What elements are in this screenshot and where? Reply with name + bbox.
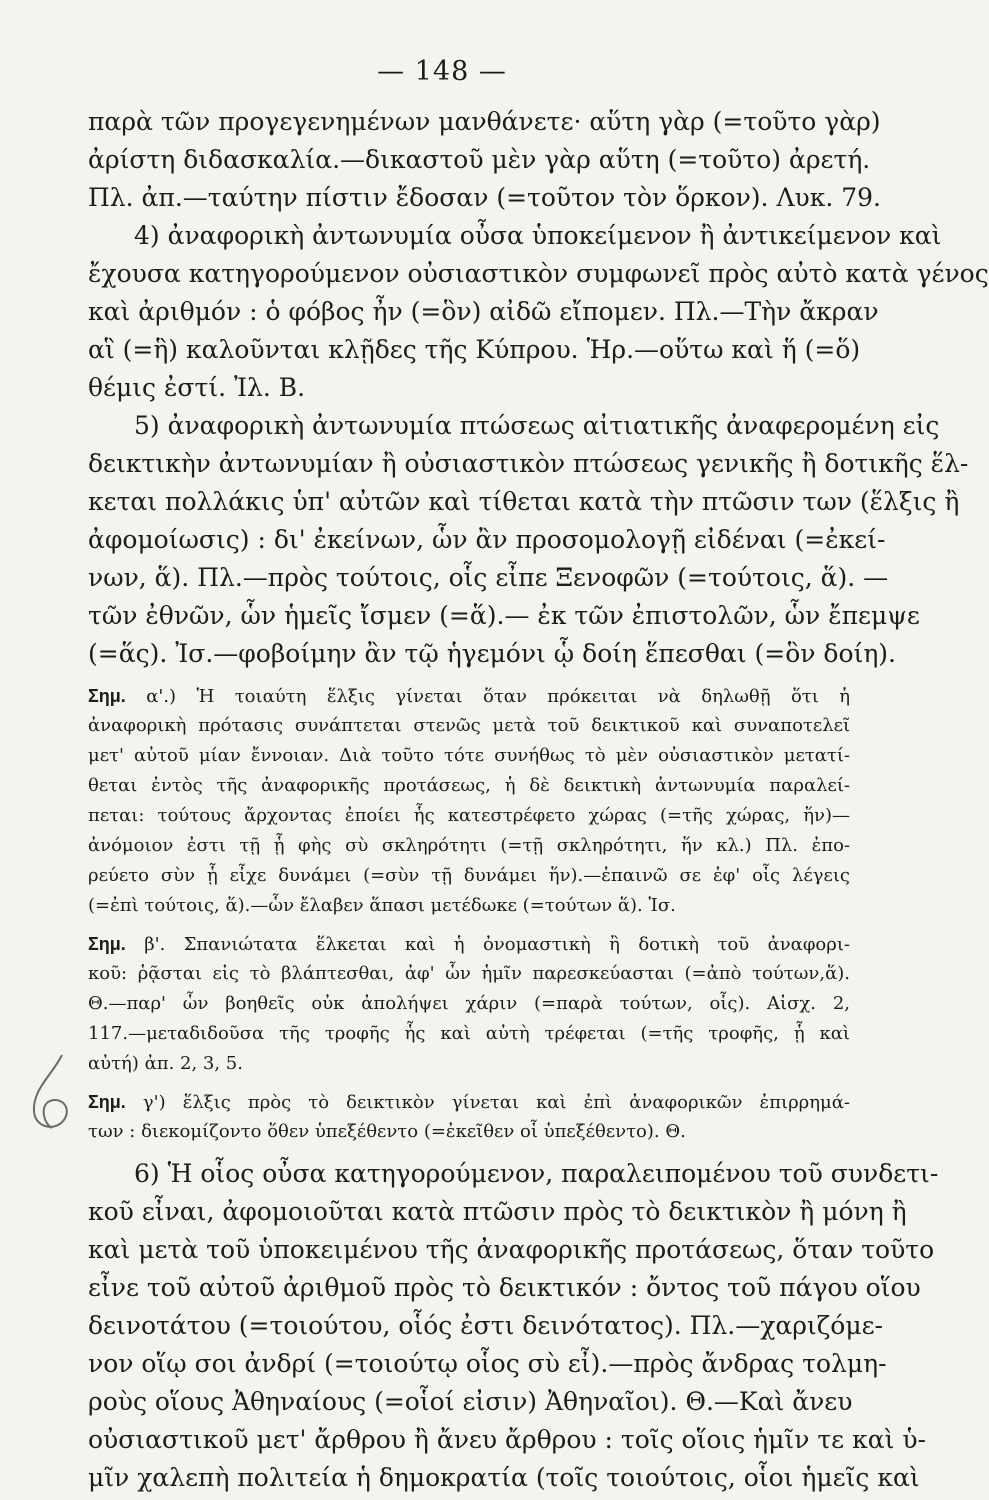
note-a-line: ρεύετο σὺν ᾗ εἶχε δυνάμει (=σὺν τῇ δυνάμει ἥν).—ἐπαινῶ σε ἐφ' οἷς λέγεις xyxy=(88,865,850,886)
page-body xyxy=(88,103,989,1497)
text-line: ἀφομοίωσις) : δι' ἐκείνων, ὧν ἂν προσομολογῇ εἰδέναι (=ἐκεί- xyxy=(88,525,886,554)
text-line: εἶνε τοῦ αὐτοῦ ἀριθμοῦ πρὸς τὸ δεικτικόν : ὄντος τοῦ πάγου οἵου xyxy=(88,1273,921,1302)
note-c-line: των : διεκομίζοντο ὅθεν ὑπεξέθεντο (=ἐκεῖθεν οἷ ὑπεξέθεντο). Θ. xyxy=(88,1121,686,1142)
note-text: β'. Σπανιώτατα ἕλκεται καὶ ἡ ὀνομαστικὴ ἢ δοτικὴ τοῦ ἀναφορι- xyxy=(144,934,850,955)
text-line: κοῦ εἶναι, ἀφομοιοῦται κατὰ πτῶσιν πρὸς τὸ δεικτικὸν ἢ μόνη ἢ xyxy=(88,1197,907,1226)
text-line: θέμις ἐστί. Ἰλ. Β. xyxy=(88,373,306,402)
note-b-line xyxy=(88,929,850,959)
note-label: Σημ. xyxy=(88,934,126,954)
text-line: 4) ἀναφορικὴ ἀντωνυμία οὖσα ὑποκείμενον ἢ ἀντικείμενον καὶ xyxy=(134,221,942,250)
handwritten-margin-mark xyxy=(22,1050,82,1140)
note-label: Σημ. xyxy=(88,686,126,706)
page-number: — 148 — xyxy=(377,56,507,87)
note-a-line: ἀνόμοιον ἐστι τῇ ᾗ φὴς σὺ σκληρότητι (=τῇ σκληρότητι, ἥν κλ.) Πλ. ἐπο- xyxy=(88,835,850,856)
note-b-line: Θ.—παρ' ὧν βοηθεῖς οὐκ ἀπολήψει χάριν (=παρὰ τούτων, οἷς). Αἰσχ. 2, xyxy=(88,993,850,1014)
text-line: αἳ (=ἣ) καλοῦνται κλῇδες τῆς Κύπρου. Ἡρ.—οὕτω καὶ ἥ (=ὅ) xyxy=(88,335,861,364)
note-b-line: κοῦ: ῥᾷσται εἰς τὸ βλάπτεσθαι, ἀφ' ὧν ἡμῖν παρεσκεύασται (=ἀπὸ τούτων,ἅ). xyxy=(88,963,850,984)
note-a-line: ἀναφορικὴ πρότασις συνάπτεται στενῶς μετὰ τοῦ δεικτικοῦ καὶ συναποτελεῖ xyxy=(88,715,850,736)
note-a-line: πεται: τούτους ἄρχοντας ἐποίει ἧς κατεστρέφετο χώρας (=τῆς χώρας, ἥν)— xyxy=(88,805,850,826)
text-line: τῶν ἐθνῶν, ὧν ἡμεῖς ἴσμεν (=ἅ).— ἐκ τῶν ἐπιστολῶν, ὧν ἔπεμψε xyxy=(88,601,920,630)
text-line: ἔχουσα κατηγορούμενον οὐσιαστικὸν συμφωνεῖ πρὸς αὐτὸ κατὰ γένος xyxy=(88,259,989,288)
text-line: ροὺς οἵους Ἀθηναίους (=οἷοί εἰσιν) Ἀθηναῖοι). Θ.—Καὶ ἄνευ xyxy=(88,1387,853,1416)
note-b-line: αὐτή) ἀπ. 2, 3, 5. xyxy=(88,1053,243,1074)
note-a-line: μετ' αὐτοῦ μίαν ἔννοιαν. Διὰ τοῦτο τότε συνήθως τὸ μὲν οὐσιαστικὸν μετατί- xyxy=(88,745,850,766)
text-line: νον οἵῳ σοι ἀνδρί (=τοιούτῳ οἷος σὺ εἶ).—πρὸς ἄνδρας τολμη- xyxy=(88,1349,887,1378)
note-label: Σημ. xyxy=(88,1092,126,1112)
text-line: νων, ἅ). Πλ.—πρὸς τούτοις, οἷς εἶπε Ξενοφῶν (=τούτοις, ἅ). — xyxy=(88,563,889,592)
note-text: γ') ἕλξις πρὸς τὸ δεικτικὸν γίνεται καὶ ἐπὶ ἀναφορικῶν ἐπιρρημά- xyxy=(142,1092,850,1113)
text-line: 5) ἀναφορικὴ ἀντωνυμία πτώσεως αἰτιατικῆς ἀναφερομένη εἰς xyxy=(134,411,940,440)
text-line: Πλ. ἀπ.—ταύτην πίστιν ἔδοσαν (=τοῦτον τὸν ὅρκον). Λυκ. 79. xyxy=(88,183,881,212)
text-line: δεικτικὴν ἀντωνυμίαν ἢ οὐσιαστικὸν πτώσεως γενικῆς ἢ δοτικῆς ἕλ- xyxy=(88,449,969,478)
text-line: οὐσιαστικοῦ μετ' ἄρθρου ἢ ἄνευ ἄρθρου : τοῖς οἵοις ἡμῖν τε καὶ ὑ- xyxy=(88,1425,926,1454)
text-line: 6) Ἡ οἷος οὖσα κατηγορούμενον, παραλειπομένου τοῦ συνδετι- xyxy=(134,1159,939,1188)
note-b-line: 117.—μεταδιδοῦσα τῆς τροφῆς ἧς καὶ αὐτὴ τρέφεται (=τῆς τροφῆς, ᾗ καὶ xyxy=(88,1023,850,1044)
note-a-line xyxy=(88,681,850,711)
text-line: παρὰ τῶν προγεγενημένων μανθάνετε· αὕτη γὰρ (=τοῦτο γὰρ) xyxy=(88,107,881,136)
note-text: α'.) Ἡ τοιαύτη ἕλξις γίνεται ὅταν πρόκειται νὰ δηλωθῇ ὅτι ἡ xyxy=(146,686,850,707)
text-line: καὶ μετὰ τοῦ ὑποκειμένου τῆς ἀναφορικῆς προτάσεως, ὅταν τοῦτο xyxy=(88,1235,935,1264)
text-line: δεινοτάτου (=τοιούτου, οἷός ἐστι δεινότατος). Πλ.—χαριζόμε- xyxy=(88,1311,883,1340)
text-line: μῖν χαλεπὴ πολιτεία ἡ δημοκρατία (τοῖς τοιούτοις, οἷοι ἡμεῖς καὶ xyxy=(88,1463,920,1492)
text-line: καὶ ἀριθμόν : ὁ φόβος ἦν (=ὃν) αἰδῶ εἴπομεν. Πλ.—Τὴν ἄκραν xyxy=(88,297,879,326)
note-a-line: (=ἐπὶ τούτοις, ἅ).—ὧν ἔλαβεν ἅπασι μετέδωκε (=τούτων ἅ). Ἰσ. xyxy=(88,895,676,916)
note-c-line xyxy=(88,1087,850,1117)
note-a-line: θεται ἐντὸς τῆς ἀναφορικῆς προτάσεως, ἡ δὲ δεικτικὴ ἀντωνυμία παραλεί- xyxy=(88,775,850,796)
text-line: κεται πολλάκις ὑπ' αὐτῶν καὶ τίθεται κατὰ τὴν πτῶσιν των (ἕλξις ἢ xyxy=(88,487,960,516)
text-line: ἀρίστη διδασκαλία.—δικαστοῦ μὲν γὰρ αὕτη (=τοῦτο) ἀρετή. xyxy=(88,145,871,174)
text-line: (=ἅς). Ἰσ.—φοβοίμην ἂν τῷ ἡγεμόνι ᾧ δοίη ἕπεσθαι (=ὃν δοίη). xyxy=(88,639,896,668)
